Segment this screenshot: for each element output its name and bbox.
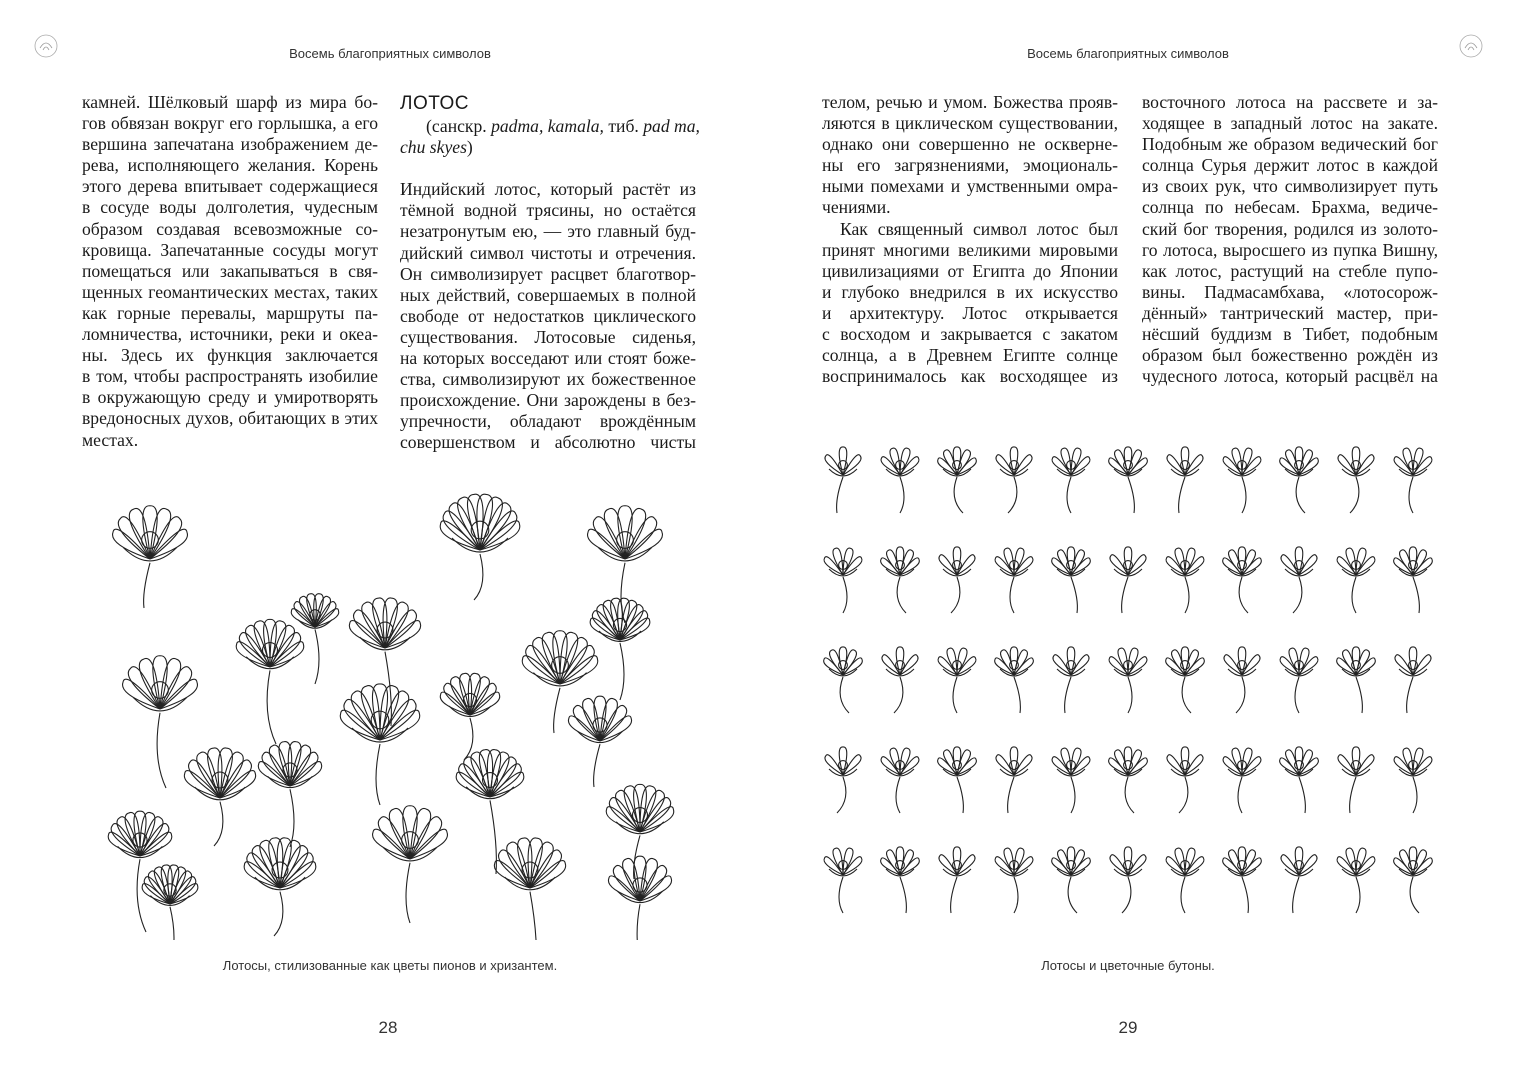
lotus-flower-drawing bbox=[123, 656, 198, 788]
term: pad ma, bbox=[643, 116, 700, 136]
text-line: го лотоса, выросшего из пупка Вишну, bbox=[1142, 239, 1438, 260]
lotus-flower-drawing bbox=[881, 748, 919, 813]
page-number: 28 bbox=[378, 1018, 398, 1037]
lotus-flower-drawing bbox=[340, 684, 419, 805]
text-line: как горные перевалы, маршруты па- bbox=[82, 302, 378, 323]
text-line: рева, исполняющего желания. Корень bbox=[82, 155, 378, 176]
lotus-flower-drawing bbox=[1338, 747, 1374, 813]
text-line: Подобным же образом ведический бог bbox=[1142, 134, 1438, 155]
lotus-flower-drawing bbox=[938, 747, 977, 813]
lotus-flower-drawing bbox=[882, 647, 918, 713]
text-column bbox=[82, 92, 378, 451]
lotus-flower-drawing bbox=[1280, 447, 1319, 513]
text-line: ны его загрязнениями, эмоциональ- bbox=[822, 155, 1118, 176]
lotus-flower-drawing bbox=[1281, 547, 1317, 613]
text-line: дийский символ чистоты и отречения. bbox=[400, 242, 696, 263]
lotus-flower-drawing bbox=[1166, 647, 1205, 713]
lotus-flower-drawing bbox=[1166, 848, 1204, 913]
text-line: существования. Лотосовые сиденья, bbox=[400, 326, 696, 347]
etymology-mid: тиб. bbox=[603, 116, 644, 136]
ornament-logo-icon bbox=[1455, 30, 1487, 62]
lotus-flower-drawing bbox=[825, 747, 861, 813]
section-title: ЛОТОС bbox=[400, 93, 469, 114]
lotus-flower-drawing bbox=[244, 838, 316, 936]
running-head: Восемь благоприятных символов bbox=[1027, 46, 1229, 61]
lotus-flower-drawing bbox=[373, 806, 448, 923]
text-line: в окружающую среду и умиротворять bbox=[82, 387, 378, 408]
text-line: дённый» тантрический мастер, при- bbox=[1142, 302, 1438, 323]
lotus-flower-drawing bbox=[1394, 547, 1433, 613]
paragraph bbox=[400, 179, 696, 453]
text-line: вредоносных духов, обитающих в этих bbox=[82, 408, 378, 429]
text-line: упречности, обладают врождённым bbox=[400, 411, 696, 432]
etymology-suffix: ) bbox=[466, 137, 473, 158]
text-line: местах. bbox=[82, 429, 139, 450]
text-line: тёмной водной трясины, но остаётся bbox=[400, 200, 696, 221]
term: padma, kamala, bbox=[491, 116, 604, 136]
text-line: помещаться или закапываться в свя- bbox=[82, 260, 378, 281]
text-line: этого дерева впитывает содержащиеся bbox=[82, 176, 378, 197]
lotus-flower-drawing bbox=[1223, 547, 1262, 613]
lotus-flower-drawing bbox=[606, 784, 674, 879]
lotus-flower-drawing bbox=[258, 742, 321, 847]
text-column bbox=[822, 92, 1118, 387]
lotus-flower-drawing bbox=[824, 647, 863, 713]
text-line: свободе от недостатков циклического bbox=[400, 305, 696, 326]
lotus-flower-drawing bbox=[1223, 448, 1261, 513]
lotus-flower-drawing bbox=[1280, 648, 1318, 713]
text-line: гов обвязан вокруг его горлышка, а его bbox=[82, 113, 378, 134]
lotus-flower-drawing bbox=[590, 598, 650, 700]
lotus-flower-drawing bbox=[1053, 647, 1089, 713]
spacer bbox=[400, 158, 696, 179]
text-line: чениями. bbox=[822, 197, 891, 218]
left-page bbox=[0, 0, 758, 1080]
lotus-flower-drawing bbox=[1167, 447, 1203, 513]
lotus-flower-drawing bbox=[1337, 548, 1375, 613]
lotus-flower-drawing bbox=[1394, 448, 1432, 513]
lotus-flower-drawing bbox=[1394, 748, 1432, 813]
text-line: Как священный символ лотос был bbox=[840, 218, 1118, 239]
text-line: вины. Падмасамбхава, «лотосорож- bbox=[1142, 281, 1438, 302]
lotus-flower-drawing bbox=[440, 673, 499, 760]
lotus-flower-drawing bbox=[236, 619, 304, 744]
lotus-flower-drawing bbox=[1166, 548, 1204, 613]
page-number: 29 bbox=[1118, 1018, 1138, 1037]
lotus-flower-drawing bbox=[1052, 748, 1090, 813]
lotus-flower-drawing bbox=[824, 548, 862, 613]
lotus-flower-drawing bbox=[996, 747, 1032, 813]
lotus-flower-drawing bbox=[996, 447, 1032, 513]
text-line: из своих рук, что символизирует путь bbox=[1142, 176, 1438, 197]
text-line: ходящее в западный лотос на закате. bbox=[1142, 113, 1438, 134]
text-line: нёсший буддизм в Тибет, подобным bbox=[1142, 324, 1438, 345]
lotus-flower-drawing bbox=[1337, 848, 1375, 913]
right-page bbox=[759, 0, 1517, 1080]
text-line: как лотос, растущий на стебле пупо- bbox=[1142, 260, 1438, 281]
text-line: и архитектуру. Лотос открывается bbox=[822, 302, 1118, 323]
text-line: ны. Здесь их функция заключается bbox=[82, 345, 378, 366]
lotus-flower-drawing bbox=[440, 494, 520, 600]
text-column bbox=[400, 92, 700, 454]
term: chu skyes bbox=[400, 137, 467, 158]
lotus-flower-drawing bbox=[1110, 547, 1146, 613]
figure-caption: Лотосы, стилизованные как цветы пионов и хризантем. bbox=[222, 958, 558, 973]
text-line: цивилизациями от Египта до Японии bbox=[822, 260, 1118, 281]
etymology-cont bbox=[400, 137, 696, 158]
lotus-flower-drawing bbox=[184, 748, 255, 846]
text-line: чудесного лотоса, который расцвёл на bbox=[1142, 366, 1438, 387]
ornament-logo-icon bbox=[30, 30, 62, 62]
lotus-flower-drawing bbox=[142, 865, 198, 940]
lotus-flower-drawing bbox=[995, 848, 1033, 913]
lotus-flower-drawing bbox=[291, 594, 339, 684]
lotus-flower-drawing bbox=[881, 448, 919, 513]
etymology bbox=[400, 116, 700, 137]
text-line: солнца, а в Древнем Египте солнце bbox=[822, 345, 1118, 366]
lotus-flower-drawing bbox=[939, 847, 975, 913]
lotus-flower-drawing bbox=[825, 447, 861, 513]
text-line: незатронутым ею, — это главный буд- bbox=[400, 221, 696, 242]
text-line: воспринималось как восходящее из bbox=[822, 366, 1118, 387]
text-line: в сосуде воды долголетия, чудесным bbox=[82, 197, 378, 218]
text-line: ляются в циклическом существовании, bbox=[822, 113, 1118, 134]
lotus-flower-drawing bbox=[1337, 647, 1376, 713]
text-line: на которых восседают или стоят боже- bbox=[400, 348, 696, 369]
lotus-flower-drawing bbox=[939, 547, 975, 613]
text-line: Индийский лотос, который растёт из bbox=[400, 179, 696, 200]
text-line: солнца Сурья держит лотос в каждой bbox=[1142, 155, 1438, 176]
lotus-flower-drawing bbox=[1052, 448, 1090, 513]
text-line: ных действий, совершаемых в полной bbox=[400, 284, 696, 305]
etymology-prefix: (санскр. bbox=[426, 116, 492, 136]
text-line: кровища. Запечатанные сосуды могут bbox=[82, 239, 378, 260]
text-line: образом был божественно рождён из bbox=[1142, 345, 1438, 366]
text-line: ными помехами и умственными омра- bbox=[822, 176, 1118, 197]
text-line: и глубоко внедрился в их искусство bbox=[822, 281, 1118, 302]
text-line: щенных геомантических местах, таких bbox=[82, 281, 378, 302]
lotus-flower-drawing bbox=[456, 750, 524, 874]
text-line: ский бог творения, родился из золото- bbox=[1142, 218, 1438, 239]
text-line: в том, чтобы распространять изобилие bbox=[82, 366, 378, 387]
lotus-flower-drawing bbox=[824, 848, 862, 913]
text-line: однако они совершенно не осквернe- bbox=[822, 134, 1118, 155]
lotus-flower-drawing bbox=[1167, 747, 1203, 813]
text-line: восточного лотоса на рассвете и за- bbox=[1142, 92, 1438, 112]
lotus-flower-drawing bbox=[494, 838, 565, 940]
lotus-flower-drawing bbox=[938, 648, 976, 713]
lotus-flower-drawing bbox=[1052, 547, 1091, 613]
text-line: ломничества, источники, реки и океа- bbox=[82, 324, 378, 345]
text-line: телом, речью и умом. Божества прояв- bbox=[822, 92, 1118, 112]
text-line: камней. Шёлковый шарф из мира бо- bbox=[82, 92, 378, 112]
text-line: вершина запечатана изображением де- bbox=[82, 134, 378, 155]
lotus-flower-drawing bbox=[881, 847, 920, 913]
running-head: Восемь благоприятных символов bbox=[289, 46, 491, 61]
lotus-flower-drawing bbox=[1052, 847, 1091, 913]
lotus-flower-drawing bbox=[1224, 647, 1260, 713]
lotus-flower-drawing bbox=[1338, 447, 1374, 513]
text-line: происхождение. Они зарождены в без- bbox=[400, 390, 696, 411]
lotus-flower-drawing bbox=[1109, 747, 1148, 813]
text-line: солнца по небесам. Брахма, ведиче- bbox=[1142, 197, 1438, 218]
lotus-buds-illustration bbox=[821, 425, 1446, 920]
lotus-flower-drawing bbox=[938, 447, 977, 513]
lotus-flower-drawing bbox=[1109, 648, 1147, 713]
lotus-flower-drawing bbox=[1395, 647, 1431, 713]
text-line: с восходом и закрывается с закатом bbox=[822, 324, 1118, 345]
lotus-flower-drawing bbox=[1223, 748, 1261, 813]
lotus-flower-drawing bbox=[108, 811, 172, 932]
lotus-flower-drawing bbox=[1223, 847, 1262, 913]
figure-caption: Лотосы и цветочные бутоны. bbox=[1041, 958, 1215, 973]
peony-lotus-illustration bbox=[80, 480, 710, 940]
text-column bbox=[1142, 92, 1438, 387]
lotus-flower-drawing bbox=[568, 696, 631, 787]
text-line: Он символизирует расцвет благотвор- bbox=[400, 263, 696, 284]
lotus-flower-drawing bbox=[1280, 747, 1319, 813]
lotus-flower-drawing bbox=[113, 506, 188, 608]
text-line: образом создавая всевозможные со- bbox=[82, 218, 378, 239]
lotus-flower-drawing bbox=[995, 647, 1034, 713]
lotus-flower-drawing bbox=[1109, 447, 1148, 513]
lotus-flower-drawing bbox=[1110, 847, 1146, 913]
text-line: совершенством и абсолютно чисты bbox=[400, 432, 696, 453]
lotus-flower-drawing bbox=[1394, 847, 1433, 913]
text-line: принят многими великими мировыми bbox=[822, 239, 1118, 260]
lotus-flower-drawing bbox=[349, 598, 420, 726]
lotus-flower-drawing bbox=[995, 548, 1033, 613]
lotus-flower-drawing bbox=[608, 856, 671, 940]
lotus-flower-drawing bbox=[881, 547, 920, 613]
text-line: ства, символизируют их божественное bbox=[400, 369, 696, 390]
lotus-flower-drawing bbox=[1281, 847, 1317, 913]
